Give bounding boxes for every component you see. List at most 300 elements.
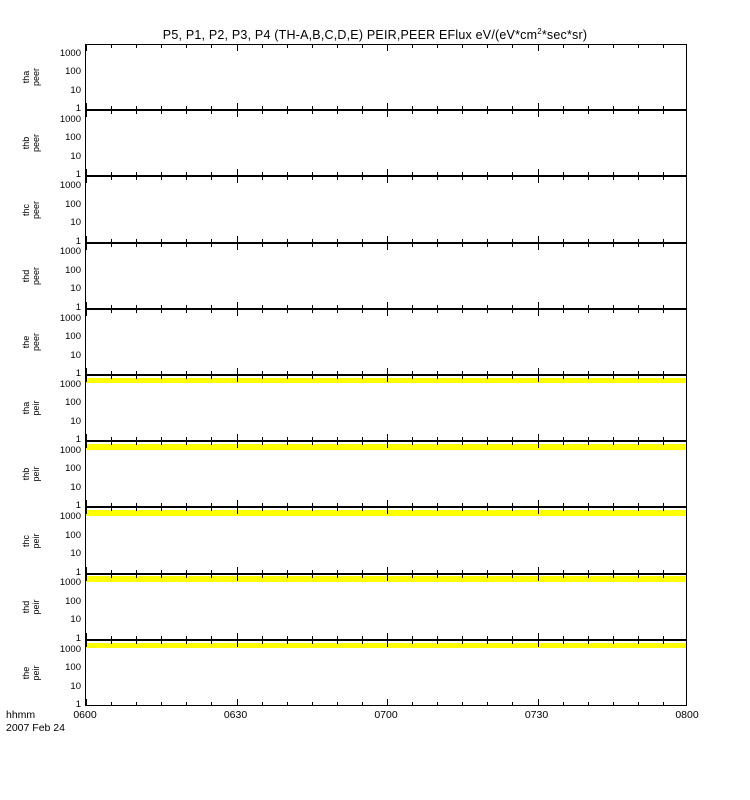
chart-title: P5, P1, P2, P3, P4 (TH-A,B,C,D,E) PEIR,PEER EFlux $eV/(eV*cm^2*\sec*sr)$ [162, 27, 588, 43]
x-axis-minor-tick [186, 376, 187, 379]
y-axis-minor-tick [686, 363, 687, 364]
x-axis-tick [86, 442, 87, 448]
x-axis-tick [86, 111, 87, 117]
y-axis-minor-tick [686, 324, 687, 325]
y-axis-tick-label: 1 [75, 500, 81, 512]
y-axis-minor-tick [686, 262, 687, 263]
x-axis-tick [387, 575, 388, 581]
y-axis-minor-tick [686, 575, 687, 576]
x-axis-minor-tick [588, 636, 589, 639]
y-axis-minor-tick [85, 260, 86, 261]
y-axis-minor-tick [686, 471, 687, 472]
y-axis-minor-tick [85, 605, 86, 606]
y-axis-minor-tick [85, 490, 86, 491]
y-axis-minor-tick [686, 603, 687, 604]
x-axis-tick [538, 376, 539, 382]
y-axis-minor-tick [85, 210, 86, 211]
x-axis-minor-tick [362, 442, 363, 445]
x-axis-tick [387, 641, 388, 647]
x-axis-minor-tick [437, 437, 438, 440]
y-axis-minor-tick [686, 426, 687, 427]
x-axis-minor-tick [136, 437, 137, 440]
y-axis-minor-tick [85, 475, 86, 476]
x-axis-tick [237, 169, 238, 175]
x-axis-minor-tick [638, 702, 639, 705]
x-axis-tick [538, 575, 539, 581]
x-axis-minor-tick [512, 376, 513, 379]
y-axis-minor-tick [686, 388, 687, 389]
x-axis-minor-tick [111, 376, 112, 379]
x-axis-minor-tick [638, 570, 639, 573]
y-axis-minor-tick [686, 73, 687, 74]
x-axis-minor-tick [487, 305, 488, 308]
x-axis-tick [387, 376, 388, 382]
y-axis-minor-tick [686, 689, 687, 690]
x-axis-minor-tick [136, 442, 137, 445]
x-axis-tick [237, 103, 238, 109]
y-axis-tick-label: 1000 [59, 114, 81, 125]
x-axis-tick [86, 368, 87, 374]
x-axis-minor-tick [563, 111, 564, 114]
y-axis-minor-tick [85, 262, 86, 263]
x-axis-minor-tick [161, 172, 162, 175]
y-axis-minor-tick [85, 520, 86, 521]
x-axis-minor-tick [663, 442, 664, 445]
y-axis-minor-tick [85, 545, 86, 546]
y-axis-minor-tick [85, 556, 86, 557]
x-axis-minor-tick [186, 305, 187, 308]
y-axis-minor-tick [85, 696, 86, 697]
x-axis-minor-tick [412, 305, 413, 308]
y-axis-tick [686, 469, 687, 470]
y-axis-tick [686, 620, 687, 621]
x-axis-minor-tick [312, 111, 313, 114]
y-axis-minor-tick [686, 212, 687, 213]
y-axis-minor-tick [85, 389, 86, 390]
y-axis-minor-tick [85, 479, 86, 480]
y-axis-minor-tick [686, 394, 687, 395]
y-axis-minor-tick [686, 199, 687, 200]
x-axis-minor-tick [111, 437, 112, 440]
y-axis-minor-tick [85, 256, 86, 257]
x-axis-minor-tick [211, 437, 212, 440]
panel-y-label: thc peer [21, 200, 41, 219]
x-axis-minor-tick [337, 45, 338, 48]
y-axis-minor-tick [85, 254, 86, 255]
panel-y-label: the peer [21, 332, 41, 351]
x-axis-minor-tick [663, 111, 664, 114]
x-axis-minor-tick [512, 503, 513, 506]
x-axis-minor-tick [186, 239, 187, 242]
x-axis-minor-tick [111, 310, 112, 313]
x-axis-minor-tick [437, 371, 438, 374]
y-axis-minor-tick [85, 281, 86, 282]
y-axis-minor-tick [686, 272, 687, 273]
x-axis-minor-tick [663, 244, 664, 247]
x-axis-minor-tick [588, 305, 589, 308]
y-axis-minor-tick [686, 226, 687, 227]
x-axis-minor-tick [663, 508, 664, 511]
y-axis-minor-tick [686, 493, 687, 494]
y-axis-minor-tick [686, 274, 687, 275]
x-axis-tick [387, 169, 388, 175]
y-axis-tick [686, 120, 687, 121]
y-axis-minor-tick [686, 470, 687, 471]
x-axis-tick [538, 236, 539, 242]
y-axis-minor-tick [85, 93, 86, 94]
y-axis-tick-label: 100 [65, 595, 81, 607]
y-axis-minor-tick [85, 489, 86, 490]
y-axis-minor-tick [85, 558, 86, 559]
y-axis-tick [686, 705, 687, 706]
y-axis-minor-tick [85, 339, 86, 340]
x-axis-minor-tick [563, 376, 564, 379]
y-axis-minor-tick [686, 688, 687, 689]
y-axis-minor-tick [686, 144, 687, 145]
x-axis-minor-tick [437, 508, 438, 511]
x-axis-minor-tick [211, 244, 212, 247]
x-axis-minor-tick [663, 636, 664, 639]
panel-y-label: thd peir [21, 599, 41, 615]
y-axis-minor-tick [686, 56, 687, 57]
y-axis-minor-tick [85, 585, 86, 586]
x-axis-minor-tick [337, 111, 338, 114]
x-axis-minor-tick [312, 570, 313, 573]
x-axis-minor-tick [512, 437, 513, 440]
y-axis-minor-tick [686, 498, 687, 499]
x-axis-minor-tick [287, 172, 288, 175]
x-axis-minor-tick [262, 570, 263, 573]
x-axis-minor-tick [487, 376, 488, 379]
y-axis-minor-tick [686, 694, 687, 695]
x-axis-minor-tick [613, 508, 614, 511]
x-axis-minor-tick [512, 177, 513, 180]
x-axis-minor-tick [638, 508, 639, 511]
x-axis-minor-tick [487, 503, 488, 506]
x-axis-minor-tick [563, 239, 564, 242]
x-axis-tick [387, 633, 388, 639]
x-axis-minor-tick [211, 636, 212, 639]
x-axis-minor-tick [613, 106, 614, 109]
x-axis-minor-tick [437, 45, 438, 48]
y-axis-minor-tick [686, 520, 687, 521]
x-axis-minor-tick [638, 376, 639, 379]
x-axis-minor-tick [111, 503, 112, 506]
x-axis-minor-tick [362, 636, 363, 639]
y-axis-minor-tick [686, 114, 687, 115]
y-axis-tick-label: 100 [65, 529, 81, 541]
x-axis-minor-tick [563, 575, 564, 578]
x-axis-minor-tick [638, 244, 639, 247]
y-axis-minor-tick [686, 196, 687, 197]
y-axis-minor-tick [85, 411, 86, 412]
y-axis-minor-tick [85, 537, 86, 538]
x-axis-minor-tick [111, 575, 112, 578]
y-axis-minor-tick [85, 423, 86, 424]
x-axis-minor-tick [638, 310, 639, 313]
x-axis-minor-tick [362, 376, 363, 379]
x-axis-tick-label: 0700 [374, 709, 398, 721]
x-axis-minor-tick [262, 244, 263, 247]
y-axis-minor-tick [85, 344, 86, 345]
y-axis-minor-tick [85, 94, 86, 95]
x-axis-minor-tick [337, 177, 338, 180]
x-axis-minor-tick [613, 503, 614, 506]
y-axis-minor-tick [85, 455, 86, 456]
y-axis-tick-label: 10 [70, 548, 81, 560]
x-axis-tick [86, 434, 87, 440]
y-axis-minor-tick [85, 491, 86, 492]
y-axis-minor-tick [85, 670, 86, 671]
y-axis-minor-tick [686, 181, 687, 182]
y-axis-minor-tick [686, 593, 687, 594]
y-axis-minor-tick [686, 691, 687, 692]
x-axis-minor-tick [638, 177, 639, 180]
y-axis-minor-tick [85, 127, 86, 128]
y-axis-minor-tick [686, 453, 687, 454]
x-axis-minor-tick [262, 508, 263, 511]
x-axis-minor-tick [638, 575, 639, 578]
x-axis-tick [237, 236, 238, 242]
x-axis-minor-tick [412, 437, 413, 440]
y-axis-minor-tick [85, 429, 86, 430]
x-axis-minor-tick [412, 310, 413, 313]
x-axis-minor-tick [161, 177, 162, 180]
y-axis-tick-label: 10 [70, 614, 81, 626]
x-axis-minor-tick [262, 575, 263, 578]
x-axis-minor-tick [337, 106, 338, 109]
y-axis-minor-tick [85, 164, 86, 165]
y-axis-minor-tick [85, 527, 86, 528]
y-axis-minor-tick [686, 387, 687, 388]
x-axis-minor-tick [262, 239, 263, 242]
y-axis-minor-tick [686, 537, 687, 538]
x-axis-minor-tick [663, 239, 664, 242]
y-axis-minor-tick [686, 455, 687, 456]
y-axis-tick [686, 403, 687, 404]
y-axis-minor-tick [686, 604, 687, 605]
y-axis-minor-tick [686, 621, 687, 622]
y-axis-minor-tick [686, 140, 687, 141]
y-axis-minor-tick [85, 492, 86, 493]
x-axis-minor-tick [613, 636, 614, 639]
y-axis-minor-tick [686, 75, 687, 76]
x-axis-minor-tick [362, 244, 363, 247]
x-axis-minor-tick [262, 636, 263, 639]
x-axis-minor-tick [462, 111, 463, 114]
y-axis-minor-tick [686, 523, 687, 524]
x-axis-minor-tick [588, 641, 589, 644]
spectrogram-panel [85, 110, 687, 176]
x-axis-minor-tick [211, 575, 212, 578]
y-axis-minor-tick [686, 644, 687, 645]
x-axis-tick [237, 376, 238, 382]
y-axis-minor-tick [85, 162, 86, 163]
y-axis-minor-tick [85, 405, 86, 406]
y-axis-minor-tick [85, 609, 86, 610]
y-axis-minor-tick [686, 347, 687, 348]
x-axis-tick [538, 508, 539, 514]
y-axis-minor-tick [686, 350, 687, 351]
x-axis-minor-tick [287, 45, 288, 48]
y-axis-minor-tick [85, 258, 86, 259]
y-axis-minor-tick [85, 464, 86, 465]
y-axis-minor-tick [85, 328, 86, 329]
y-axis-minor-tick [85, 123, 86, 124]
x-axis-tick [387, 45, 388, 51]
x-axis-minor-tick [588, 503, 589, 506]
panel-y-label: tha peir [21, 400, 41, 416]
x-axis-minor-tick [462, 503, 463, 506]
y-axis-minor-tick [686, 539, 687, 540]
y-axis-minor-tick [85, 427, 86, 428]
x-axis-minor-tick [462, 636, 463, 639]
x-axis-minor-tick [287, 106, 288, 109]
x-axis-tick [237, 45, 238, 51]
x-axis-minor-tick [211, 310, 212, 313]
y-axis-minor-tick [85, 209, 86, 210]
y-axis-minor-tick [85, 61, 86, 62]
x-axis-minor-tick [412, 45, 413, 48]
y-axis-minor-tick [85, 495, 86, 496]
y-axis-minor-tick [85, 406, 86, 407]
x-axis-minor-tick [136, 305, 137, 308]
y-axis-minor-tick [686, 464, 687, 465]
y-axis-minor-tick [85, 386, 86, 387]
x-axis-minor-tick [412, 636, 413, 639]
y-axis-minor-tick [686, 124, 687, 125]
y-axis-minor-tick [85, 140, 86, 141]
y-axis-minor-tick [686, 275, 687, 276]
y-axis-minor-tick [85, 628, 86, 629]
x-axis-minor-tick [437, 172, 438, 175]
y-axis-minor-tick [85, 672, 86, 673]
y-axis-minor-tick [686, 622, 687, 623]
y-axis-minor-tick [686, 386, 687, 387]
x-axis-minor-tick [111, 239, 112, 242]
x-axis-minor-tick [412, 244, 413, 247]
x-axis-minor-tick [437, 702, 438, 705]
y-axis-minor-tick [686, 123, 687, 124]
x-axis-minor-tick [287, 570, 288, 573]
y-axis-minor-tick [686, 139, 687, 140]
y-axis-minor-tick [85, 431, 86, 432]
x-axis-minor-tick [262, 702, 263, 705]
y-axis-minor-tick [85, 76, 86, 77]
y-axis-minor-tick [85, 470, 86, 471]
y-axis-minor-tick [686, 652, 687, 653]
x-axis-minor-tick [462, 106, 463, 109]
x-axis-minor-tick [287, 636, 288, 639]
y-axis-minor-tick [686, 435, 687, 436]
y-axis-minor-tick [686, 609, 687, 610]
y-axis-minor-tick [686, 699, 687, 700]
x-axis-minor-tick [512, 702, 513, 705]
x-axis-minor-tick [638, 503, 639, 506]
y-axis-minor-tick [85, 482, 86, 483]
y-axis-minor-tick [686, 482, 687, 483]
y-axis-minor-tick [85, 392, 86, 393]
y-axis-minor-tick [686, 326, 687, 327]
x-axis-minor-tick [136, 172, 137, 175]
x-axis-minor-tick [613, 376, 614, 379]
x-axis-tick [387, 442, 388, 448]
y-axis-minor-tick [85, 688, 86, 689]
y-axis-minor-tick [85, 458, 86, 459]
y-axis-tick [686, 583, 687, 584]
y-axis-minor-tick [686, 265, 687, 266]
x-axis-minor-tick [211, 106, 212, 109]
x-axis-tick [86, 45, 87, 51]
y-axis-minor-tick [686, 323, 687, 324]
y-axis-minor-tick [686, 530, 687, 531]
x-axis-minor-tick [588, 239, 589, 242]
x-axis-minor-tick [613, 172, 614, 175]
y-axis-minor-tick [85, 73, 86, 74]
y-axis-minor-tick [85, 124, 86, 125]
y-axis-minor-tick [686, 674, 687, 675]
y-axis-tick-label: 1 [75, 699, 81, 710]
y-axis-minor-tick [686, 189, 687, 190]
y-axis-minor-tick [85, 472, 86, 473]
x-axis-tick-labels [73, 709, 699, 723]
y-axis-minor-tick [686, 358, 687, 359]
y-axis-minor-tick [85, 189, 86, 190]
x-axis-minor-tick [588, 376, 589, 379]
y-axis-minor-tick [686, 429, 687, 430]
y-axis-minor-tick [686, 133, 687, 134]
x-axis-minor-tick [111, 305, 112, 308]
x-axis-minor-tick [161, 508, 162, 511]
y-axis-minor-tick [686, 630, 687, 631]
x-axis-minor-tick [512, 239, 513, 242]
x-axis-tick [86, 633, 87, 639]
x-axis-tick [538, 567, 539, 573]
x-axis-minor-tick [437, 310, 438, 313]
y-axis-minor-tick [686, 291, 687, 292]
y-axis-minor-tick [85, 596, 86, 597]
y-axis-minor-tick [686, 230, 687, 231]
x-axis-minor-tick [161, 702, 162, 705]
y-axis-minor-tick [85, 694, 86, 695]
x-axis-tick [387, 103, 388, 109]
y-axis-minor-tick [686, 295, 687, 296]
time-format-label: hhmm [6, 709, 36, 721]
y-axis-minor-tick [686, 454, 687, 455]
y-axis-minor-tick [686, 357, 687, 358]
x-axis-minor-tick [337, 702, 338, 705]
x-axis-minor-tick [437, 641, 438, 644]
time-axis-caption [6, 709, 65, 735]
x-axis-minor-tick [588, 172, 589, 175]
x-axis-minor-tick [287, 641, 288, 644]
y-axis-minor-tick [686, 423, 687, 424]
y-axis-minor-tick [686, 214, 687, 215]
spectrogram-panel [85, 640, 687, 706]
y-axis-tick [686, 54, 687, 55]
y-axis-minor-tick [85, 278, 86, 279]
y-axis-minor-tick [85, 521, 86, 522]
x-axis-tick [86, 302, 87, 308]
x-axis-minor-tick [186, 111, 187, 114]
x-axis-tick-label: 0630 [223, 709, 248, 721]
y-axis-minor-tick [85, 196, 86, 197]
x-axis-minor-tick [312, 371, 313, 374]
y-axis-tick [686, 451, 687, 452]
y-axis-minor-tick [85, 549, 86, 550]
y-axis-minor-tick [85, 229, 86, 230]
x-axis-tick [387, 111, 388, 117]
